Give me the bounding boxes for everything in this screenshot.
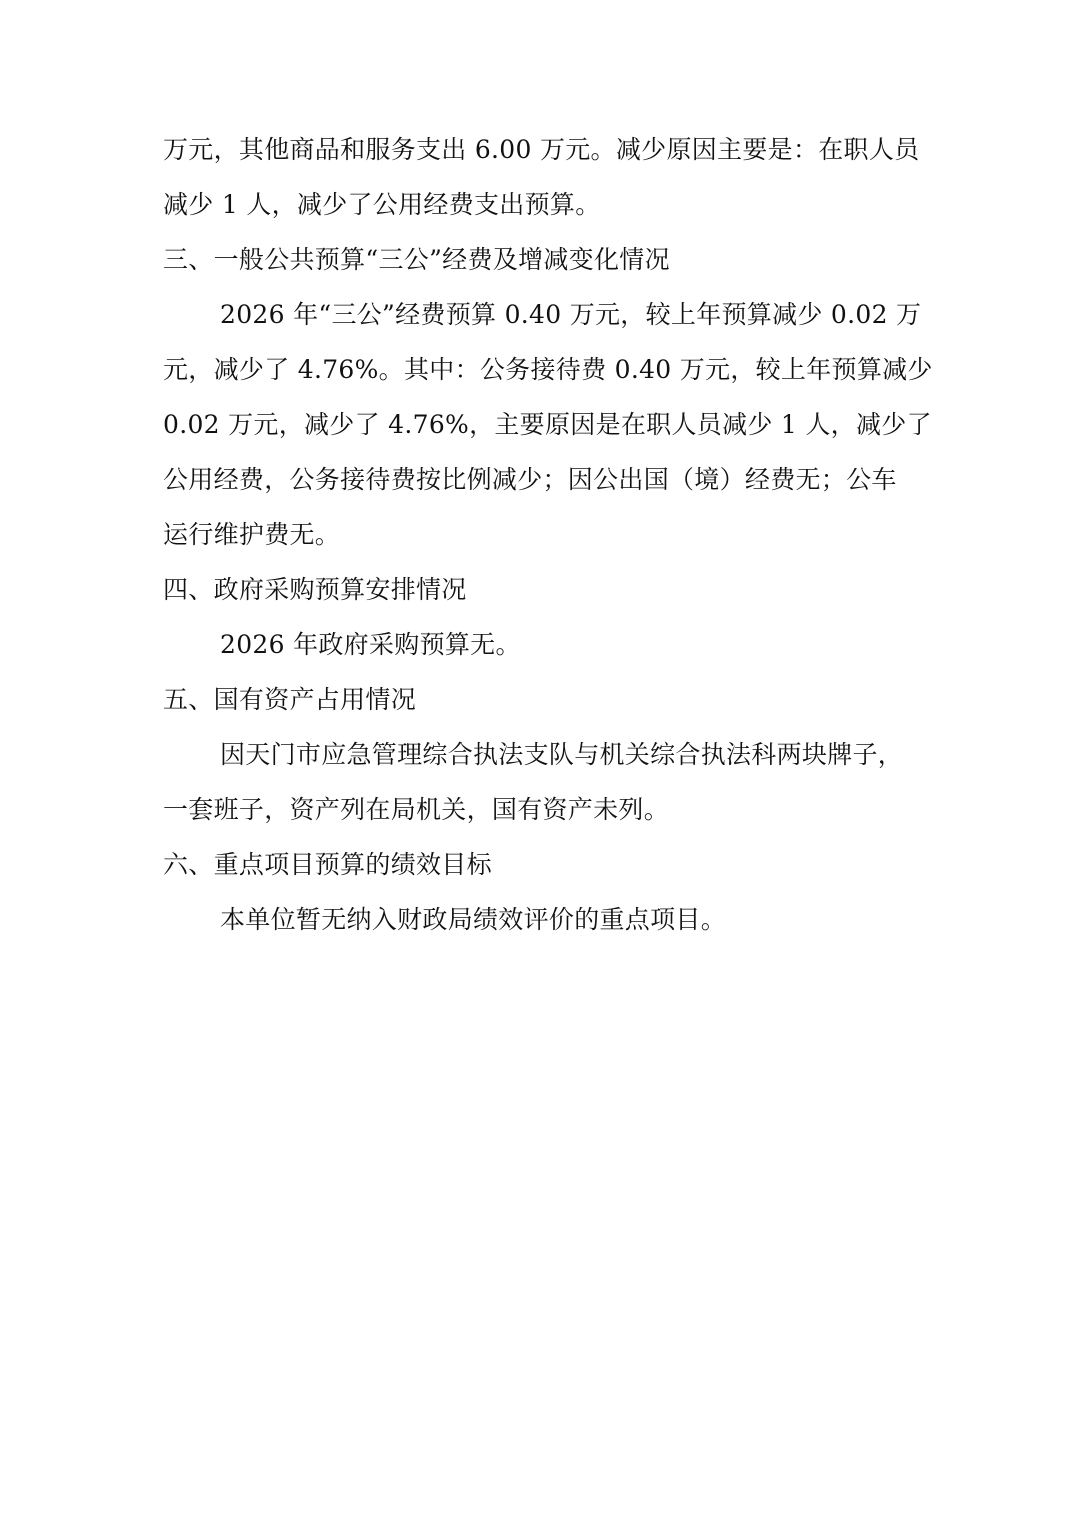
text-line: 2026 年“三公”经费预算 0.40 万元，较上年预算减少 0.02 万 [220,300,922,329]
text-line: 0.02 万元，减少了 4.76%，主要原因是在职人员减少 1 人，减少了 [163,410,932,439]
text-line: 2026 年政府采购预算无。 [220,630,521,659]
text-line: 减少 1 人，减少了公用经费支出预算。 [163,190,601,219]
text-line: 本单位暂无纳入财政局绩效评价的重点项目。 [220,905,727,934]
text-line: 运行维护费无。 [163,520,341,549]
section-heading: 五、国有资产占用情况 [163,685,417,714]
text-line: 因天门市应急管理综合执法支队与机关综合执法科两块牌子， [220,740,904,769]
section-heading: 三、一般公共预算“三公”经费及增减变化情况 [163,245,670,274]
text-line: 公用经费，公务接待费按比例减少；因公出国（境）经费无；公车 [163,465,897,494]
section-heading: 四、政府采购预算安排情况 [163,575,467,604]
text-line: 万元，其他商品和服务支出 6.00 万元。减少原因主要是：在职人员 [163,135,920,164]
section-heading: 六、重点项目预算的绩效目标 [163,850,492,879]
text-line: 元，减少了 4.76%。其中：公务接待费 0.40 万元，较上年预算减少 [163,355,933,384]
document-body [163,122,933,947]
text-line: 一套班子，资产列在局机关，国有资产未列。 [163,795,670,824]
